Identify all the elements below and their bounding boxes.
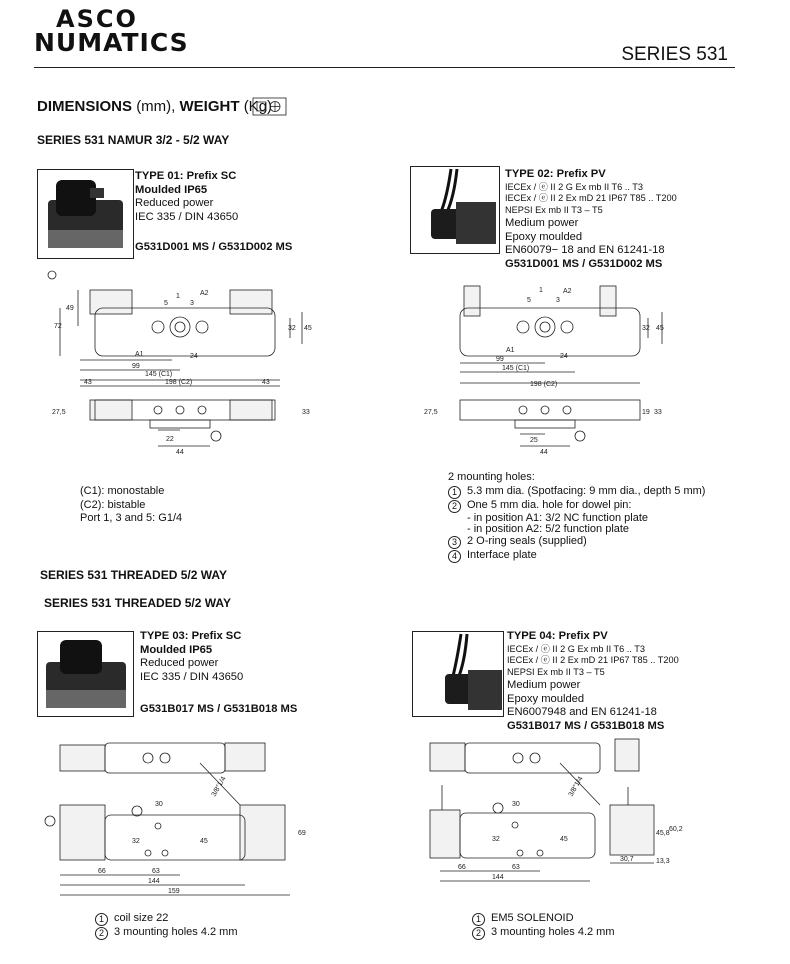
threaded-notes-left (95, 912, 238, 940)
dim-27-5: 27,5 (424, 409, 438, 416)
port-5: 5 (527, 297, 531, 304)
port-5: 5 (164, 300, 168, 307)
dim-25: 25 (530, 437, 538, 444)
callout-1: 1 (95, 913, 108, 926)
dim-63: 63 (152, 868, 160, 875)
coil-left (90, 290, 132, 314)
weight-symbol-icon (252, 97, 288, 117)
dim-45: 45 (304, 325, 312, 332)
dim-33: 33 (654, 409, 662, 416)
threaded-notes-right (472, 912, 615, 940)
dim-49: 49 (66, 305, 74, 312)
dim-24: 24 (190, 353, 198, 360)
type02-line2: Epoxy moulded (505, 230, 583, 243)
note-mounting-holes: 3 mounting holes 4.2 mm (114, 926, 238, 938)
note-em5-solenoid: EM5 SOLENOID (491, 912, 574, 924)
dim-72: 72 (54, 323, 62, 330)
logo-line-2: NUMATICS (34, 27, 189, 57)
type04-part-numbers: G531B017 MS / G531B018 MS (507, 719, 665, 732)
dim-30: 30 (512, 801, 520, 808)
solenoid-photo-icon (38, 170, 133, 258)
valve-body-front (460, 813, 595, 858)
note-coil-size: coil size 22 (114, 912, 169, 924)
dim-144: 144 (148, 878, 160, 885)
note-c1: (C1): monostable (80, 485, 165, 497)
type03-photo (37, 631, 134, 717)
type03-line2: Reduced power (140, 657, 219, 670)
valve-body-side (460, 400, 640, 420)
dim-30-7: 30,7 (620, 856, 634, 863)
type02-cert2: IECEx / ⓔ II 2 Ex mD 21 IP67 T85 .. T200 (505, 193, 677, 204)
callout-1: 1 (448, 486, 461, 499)
dimensions-heading (37, 98, 272, 115)
note-2a: - in position A1: 3/2 NC function plate (467, 511, 648, 524)
type02-cert1: IECEx / ⓔ II 2 G Ex mb II T6 .. T3 (505, 181, 644, 192)
note-mounting-holes: 3 mounting holes 4.2 mm (491, 926, 615, 938)
dim-thread: 3/8”1/4 (210, 775, 228, 798)
section-threaded-b: SERIES 531 THREADED 5/2 WAY (44, 596, 231, 610)
type01-photo (37, 169, 134, 259)
dim-45: 45 (560, 836, 568, 843)
dim-145: 145 (C1) (145, 371, 173, 378)
logo-line-1: ASCO (56, 5, 138, 33)
dim-69: 69 (298, 830, 306, 837)
dim-43-right: 43 (262, 379, 270, 386)
solenoid-left (464, 286, 480, 316)
dim-22: 22 (166, 436, 174, 443)
dim-43-left: 43 (84, 379, 92, 386)
type04-line3: EN6007948 and EN 61241-18 (507, 706, 657, 719)
dim-60-2: 60,2 (669, 826, 683, 833)
dim-24: 24 (560, 353, 568, 360)
port-1: 1 (176, 293, 180, 300)
dim-66: 66 (458, 864, 466, 871)
note-3: 2 O-ring seals (supplied) (467, 534, 587, 547)
type04-photo (412, 631, 504, 717)
dim-19: 19 (642, 409, 650, 416)
dim-thread: 3/8”1/4 (567, 775, 585, 798)
unit-mm: (mm), (136, 98, 176, 115)
dim-32: 32 (492, 836, 500, 843)
dim-45: 45 (200, 838, 208, 845)
port-a2: A2 (200, 290, 209, 297)
note-ports: Port 1, 3 and 5: G1/4 (80, 512, 183, 524)
type02-line3: EN60079− 18 and EN 61241-18 (505, 244, 665, 257)
threaded-left-drawing (40, 735, 330, 905)
dim-13-3: 13,3 (656, 858, 670, 865)
note-2: One 5 mm dia. hole for dowel pin: (467, 498, 632, 511)
namur-right-drawing (420, 268, 680, 458)
type02-cert3: NEPSI Ex mb II T3 – T5 (505, 205, 603, 216)
dim-44: 44 (176, 449, 184, 456)
dim-159: 159 (168, 888, 180, 895)
callout-2: 2 (95, 927, 108, 940)
valve-body-front (105, 815, 245, 860)
dimensions-label: DIMENSIONS (37, 98, 133, 115)
note-2b: - in position A2: 5/2 function plate (467, 522, 630, 535)
asco-numatics-logo (34, 5, 189, 57)
coil-right (230, 290, 272, 314)
dim-66: 66 (98, 868, 106, 875)
callout-2: 2 (472, 927, 485, 940)
dim-33: 33 (302, 409, 310, 416)
dim-32: 32 (132, 838, 140, 845)
type04-cert2: IECEx / ⓔ II 2 Ex mD 21 IP67 T85 .. T200 (507, 655, 679, 666)
type02-title: TYPE 02: Prefix PV (505, 168, 606, 180)
port-a1: A1 (135, 351, 144, 358)
type03-info (140, 630, 370, 717)
dim-145: 145 (C1) (502, 365, 530, 372)
namur-notes-left (80, 485, 182, 526)
dim-99: 99 (496, 356, 504, 363)
note-c2: (C2): bistable (80, 498, 146, 511)
port-a2: A2 (563, 288, 572, 295)
dim-99: 99 (132, 363, 140, 370)
note-mounting-title: 2 mounting holes: (448, 471, 535, 483)
weight-label: WEIGHT (179, 98, 240, 115)
dim-32: 32 (288, 325, 296, 332)
dim-32: 32 (642, 325, 650, 332)
header-rule (34, 67, 735, 68)
type04-info (507, 630, 757, 733)
type04-cert3: NEPSI Ex mb II T3 – T5 (507, 667, 605, 678)
callout-1: 1 (472, 913, 485, 926)
solenoid-photo-icon (38, 632, 133, 716)
dim-45: 45 (656, 325, 664, 332)
epoxy-solenoid-photo-icon (411, 167, 499, 253)
note-1: 5.3 mm dia. (Spotfacing: 9 mm dia., depth 5 mm) (467, 484, 706, 497)
type02-info (505, 168, 755, 271)
port-1: 1 (539, 287, 543, 294)
type01-title: TYPE 01: Prefix SC (135, 170, 237, 182)
type01-part-numbers: G531D001 MS / G531D002 MS (135, 241, 293, 254)
type01-line2: Reduced power (135, 197, 214, 210)
dim-30: 30 (155, 801, 163, 808)
dim-144: 144 (492, 874, 504, 881)
valve-body-top (105, 743, 225, 773)
threaded-right-drawing (420, 735, 700, 900)
namur-notes-right (448, 471, 768, 563)
dim-44: 44 (540, 449, 548, 456)
type03-line1: Moulded IP65 (140, 643, 213, 656)
type02-photo (410, 166, 500, 254)
type04-title: TYPE 04: Prefix PV (507, 630, 608, 642)
dim-45-8: 45,8 (656, 830, 670, 837)
type03-line3: IEC 335 / DIN 43650 (140, 670, 244, 683)
note-4: Interface plate (467, 548, 537, 561)
type04-line1: Medium power (507, 678, 581, 691)
callout-3: 3 (448, 536, 461, 549)
valve-body-top (95, 308, 275, 356)
dim-198: 198 (C2) (530, 381, 558, 388)
callout-2: 2 (448, 500, 461, 513)
unit-kg: (Kg) (243, 98, 273, 115)
series-title: SERIES 531 (621, 44, 728, 65)
dim-198: 198 (C2) (165, 379, 193, 386)
dim-27-5: 27,5 (52, 409, 66, 416)
port-3: 3 (556, 297, 560, 304)
epoxy-solenoid-photo-icon (413, 632, 503, 716)
section-threaded-a: SERIES 531 THREADED 5/2 WAY (40, 568, 227, 582)
type01-line3: IEC 335 / DIN 43650 (135, 210, 239, 223)
valve-body-top (465, 743, 600, 773)
type02-part-numbers: G531D001 MS / G531D002 MS (505, 257, 663, 270)
type03-part-numbers: G531B017 MS / G531B018 MS (140, 703, 298, 716)
callout-4: 4 (448, 550, 461, 563)
dim-63: 63 (512, 864, 520, 871)
type01-line1: Moulded IP65 (135, 183, 208, 196)
type02-line1: Medium power (505, 216, 579, 229)
namur-left-drawing (40, 268, 310, 458)
type04-cert1: IECEx / ⓔ II 2 G Ex mb II T6 .. T3 (507, 643, 646, 654)
port-3: 3 (190, 300, 194, 307)
section-namur: SERIES 531 NAMUR 3/2 - 5/2 WAY (37, 133, 230, 147)
type04-line2: Epoxy moulded (507, 692, 585, 705)
type01-info (135, 170, 365, 255)
port-a1: A1 (506, 347, 515, 354)
type03-title: TYPE 03: Prefix SC (140, 630, 242, 642)
solenoid-right (600, 286, 616, 316)
